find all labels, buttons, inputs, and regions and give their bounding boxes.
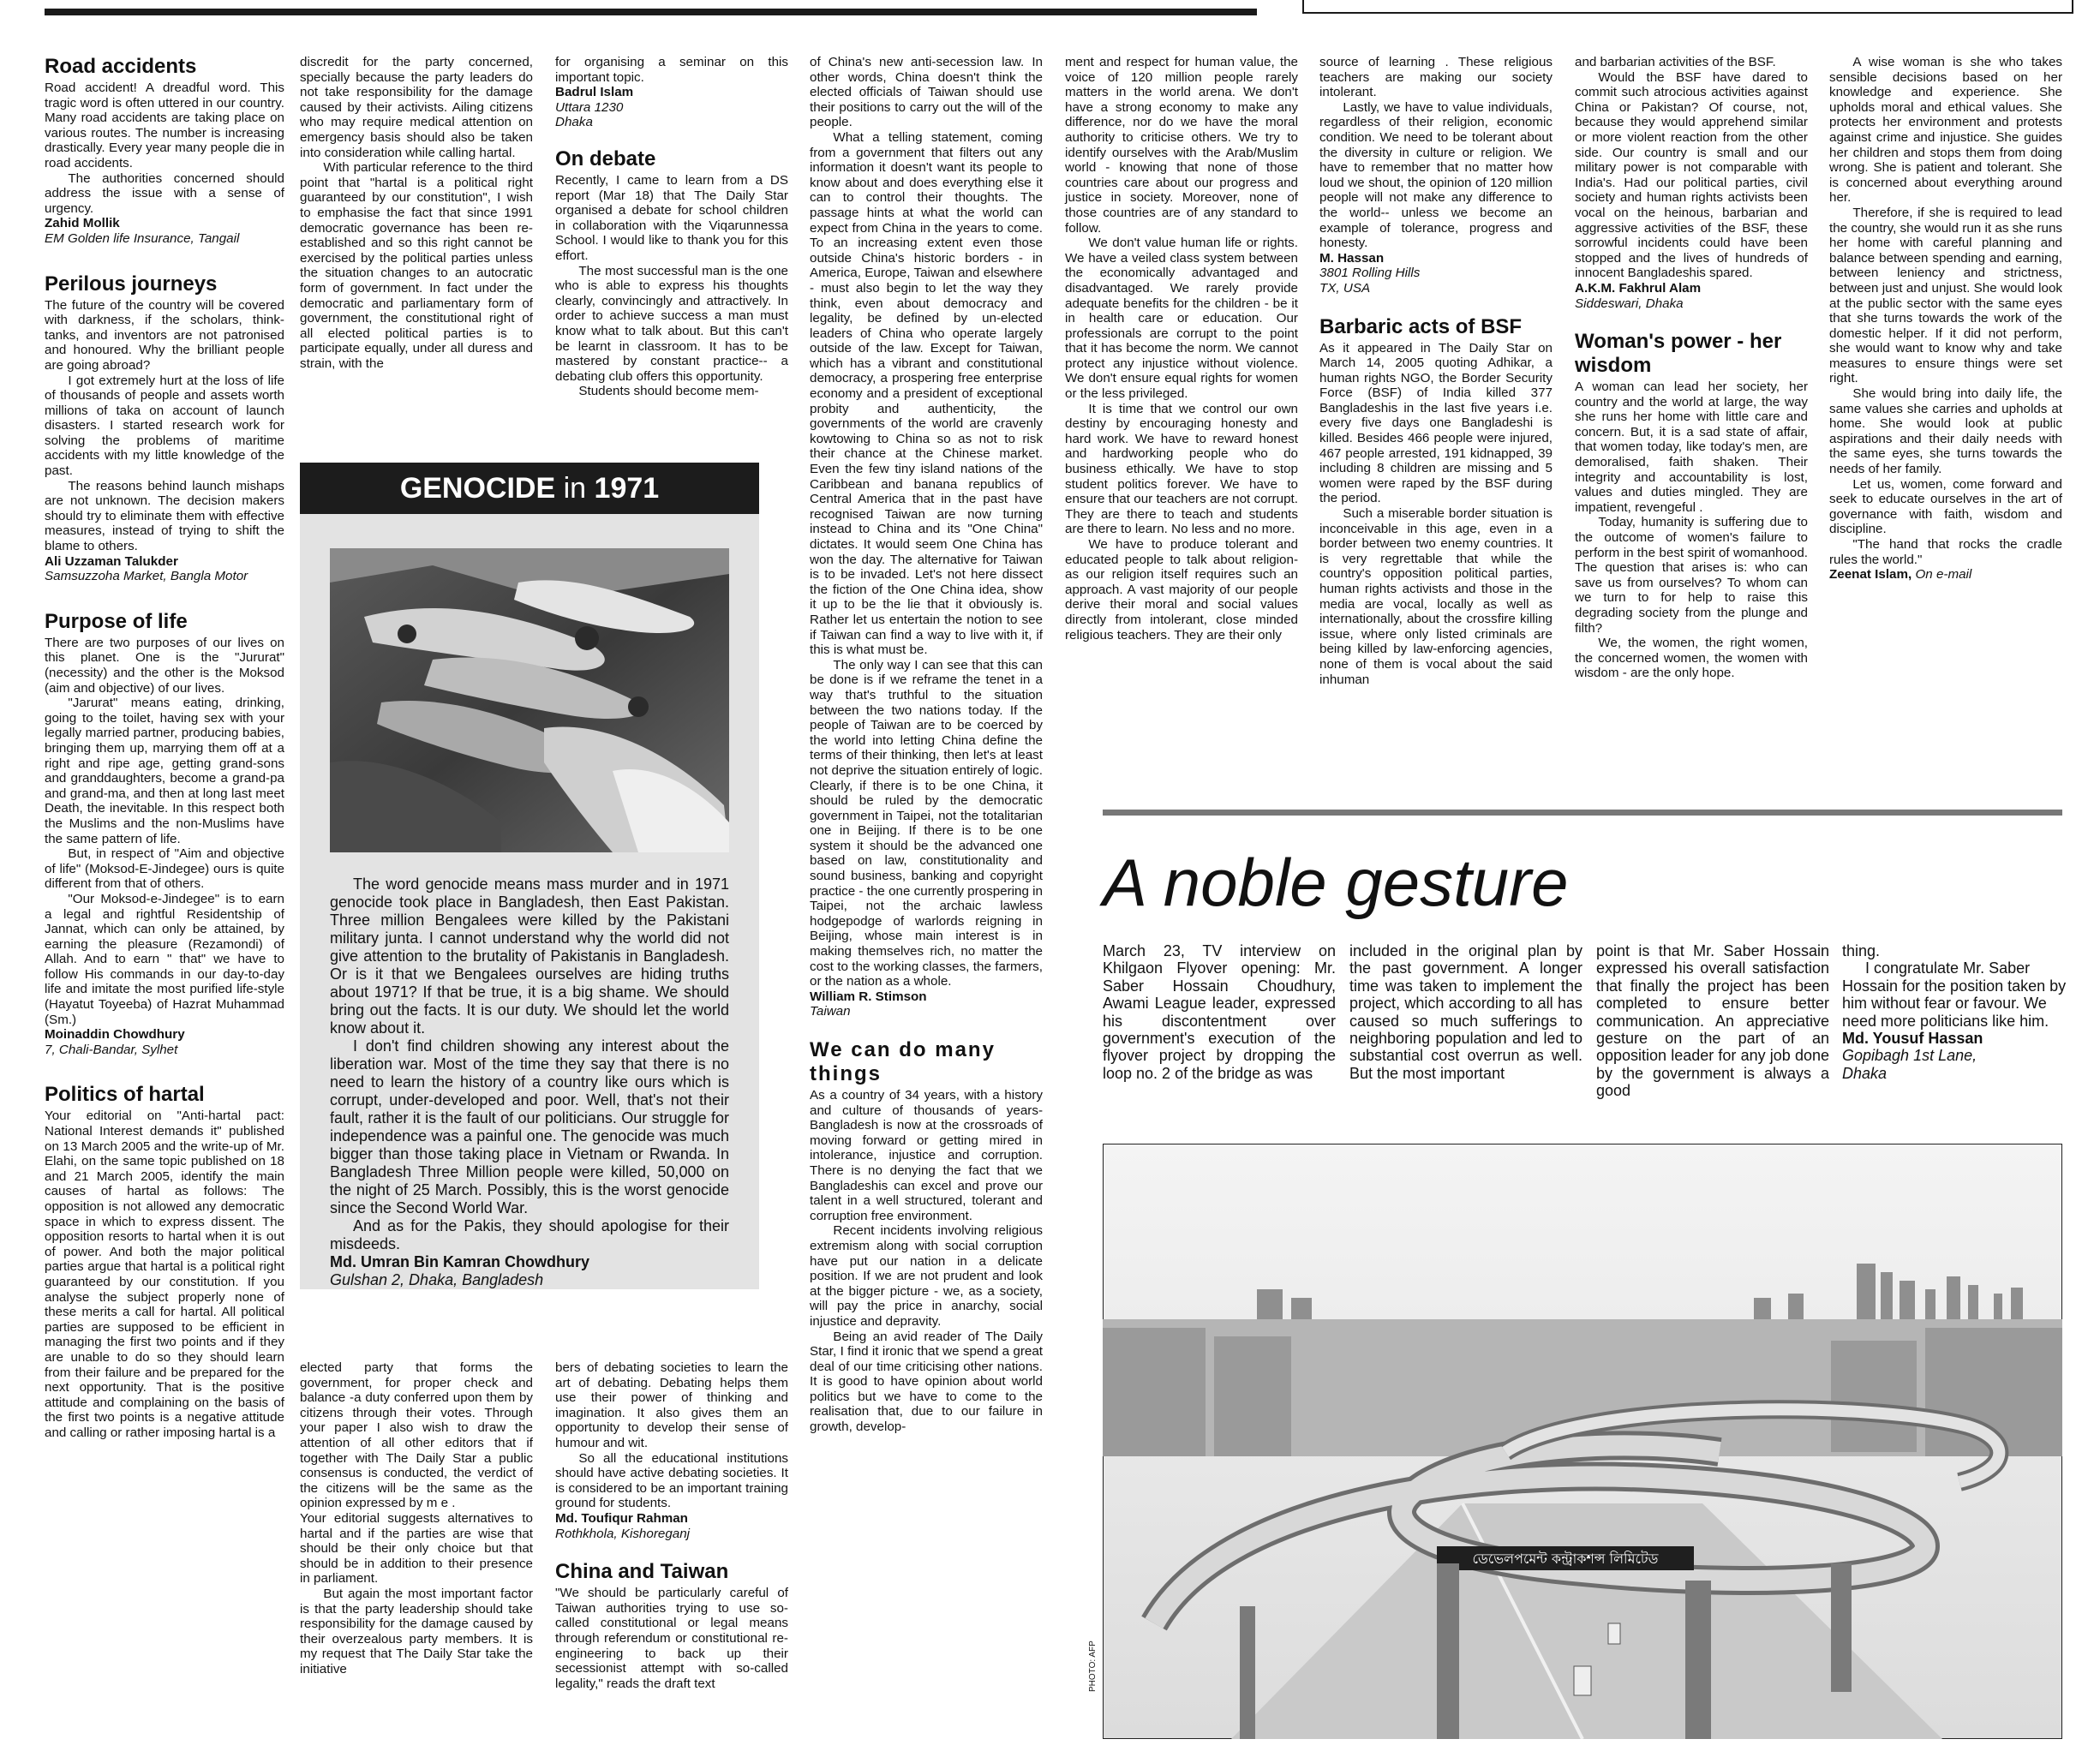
paragraph: I congratulate Mr. Saber Hossain for the position taken by him without fear or favour. We need more politicians like him.	[1842, 959, 2067, 1030]
flyover-photo	[1103, 1144, 2062, 1739]
paragraph: As it appeared in The Daily Star on March 14, 2005 quoting Adhikar, a human rights NGO, the Border Security Force (BSF) of India killed 377 Bangladeshis in the last five years i.e. every five days one Bangladeshi is killed. Besides 466 people were injured, 467 people arrested, 191 kidnapped, 39 including 8 children are missing and 5 women were raped by the BSF during the period.	[1319, 340, 1553, 506]
paragraph: Recent incidents involving religious extremism along with social corruption have put our nation in a delicate position. If we are not prudent and look at the bigger picture - we, as a society, will pay the price in anarchy, social injustice and depravity.	[810, 1223, 1043, 1329]
paragraph: I don't find children showing any interest about the liberation war. Most of the time they say that there is no need to learn the history of a country like ours which is corrupt, under-developed and poor. Well, that's not their fault, rather it is the fault of our politicians. Our struggle for independence was a painful one. The genocide was much bigger than those taking place in Vietnam or Rwanda. In Bangladesh Three Million people were killed, 50,000 on the night of 25 March. Possibly, this is the worst genocide since the Second World War.	[330, 1037, 729, 1216]
photo-credit: PHOTO: AFP	[1088, 1640, 1098, 1692]
paragraph: A wise woman is she who takes sensible decisions based on her knowledge and experience. She upholds moral and ethical values. She protects her environment and protests against crime and injustice. She guides her children and stops them from doing wrong. She is patient and tolerant. She is concerned about everything around her.	[1829, 55, 2062, 206]
paragraph: We have to produce tolerant and educated people to talk about religion- as our religion itself requires such an approach. A vast majority of our people derive their moral and social values directly from intolerant, close minded religious teachers. They are their only	[1065, 537, 1298, 642]
paragraph: Such a miserable border situation is inconceivable in this age, even in a border between two enemy countries. It is very regrettable that while the country's opposition political parties, human rights activists and those in the media are vocal, locally as well as internationally, about the crossfire killing issue, where only listed criminals are being killed by law-enforcing agencies, none of them is vocal about the said inhuman	[1319, 506, 1553, 687]
paragraph: "Our Moksod-e-Jindegee" is to earn a legal and rightful Residentship of Jannat, which can only be attained, by earning the pleasure (Rezamondi) of Allah. And to earn " that" we have to follow His commands in our day-to-day life and imitate the most purified life-style (Hayatut Toyeeba) of Hazrat Muhammad (Sm.)	[45, 891, 284, 1027]
signature: Ali Uzzaman Talukder	[45, 553, 178, 569]
paragraph: Students should become mem-	[578, 384, 759, 399]
genocide-banner	[300, 463, 759, 514]
paragraph: We don't value human life or rights. We have a veiled class system between the economically advantaged and disadvantaged. We rarely provide adequate benefits for the children - be it in health care or education. Our professionals are corrupt to the point that it has become the norm. We cannot protect any injustice without violence. We don't ensure equal rights for women or the less privileged.	[1065, 236, 1298, 402]
column-3-bottom	[555, 1360, 788, 1691]
location: Dhaka	[555, 115, 593, 130]
location: Siddeswari, Dhaka	[1575, 296, 1684, 311]
paragraph: Road accident! A dreadful word. This tragic word is often uttered in our country. Many road accidents are taking place on various routes. The number is increasing drastically. Every year many people die in road accidents.	[45, 81, 284, 170]
paragraph: "Jarurat" means eating, drinking, going to the toilet, having sex with your legally married partner, producing babies, bringing them up, marrying them off at a right and ripe age, getting grand-sons and granddaughters, become a grand-pa and grand-ma, and then at long last meet Death, the inevitable. In this respect both the Muslims and the non-Muslims have the same pattern of life.	[45, 696, 284, 846]
location: EM Golden life Insurance, Tangail	[45, 230, 240, 246]
top-rule	[45, 9, 1257, 15]
location: 7, Chali-Bandar, Sylhet	[45, 1042, 178, 1057]
column-8	[1829, 55, 2062, 583]
flyover-banner-text: ডেভেলপমেন্ট কন্ট্রাকশন্স লিমিটেড	[1472, 1551, 1659, 1567]
paragraph: The future of the country will be covered with darkness, if the scholars, think-tanks, and inventors are not patronised and honoured. Why the brilliant people are going abroad?	[45, 297, 284, 373]
signature: Md. Toufiqur Rahman	[555, 1510, 688, 1526]
paragraph: So all the educational institutions should have active debating societies. It is considered to be an important training ground for students.	[555, 1450, 788, 1511]
heading: Perilous journeys	[45, 272, 218, 296]
signature: Moinaddin Chowdhury	[45, 1027, 185, 1043]
signature: Badrul Islam	[555, 85, 634, 100]
paragraph: She would bring into daily life, the same values she carries and upholds at home. She would look at public aspirations and their daily needs with the same eyes, she turns towards the needs of her family.	[1829, 386, 2062, 477]
heading: Barbaric acts of BSF	[1319, 314, 1523, 338]
heading: China and Taiwan	[555, 1560, 729, 1584]
top-right-box-left	[1302, 0, 1304, 14]
paragraph: March 23, TV interview on Khilgaon Flyover opening: Mr. Saber Hossain Choudhury, Awami League leader, expressed his discontentment over government's execution of the flyover project by dropping the loop no. 2 of the bridge as was	[1103, 942, 1336, 1082]
paragraph: And as for the Pakis, they should apologise for their misdeeds.	[330, 1217, 729, 1252]
paragraph: Therefore, if she is required to lead the country, she would run it as she runs her home with careful planning and balance between spending and earning, between leniency and strictness, between just and unjust. She would look at the public sector with the same eyes that she turns towards the work of the domestic helper. If it did not perform, she would want to know why and take measures to ensure things were set right.	[1829, 205, 2062, 386]
paragraph: The reasons behind launch mishaps are not unknown. The decision makers should try to eliminate them with effective measures, instead of trying to shift the blame to others.	[45, 478, 284, 554]
paragraph: The word genocide means mass murder and in 1971 genocide took place in Bangladesh, then East Pakistan. Three million Bengalees were killed by the Pakistani military junta. I cannot understand why the world did not give attention to the brutality of Pakistanis in Bangladesh. Or is it that we Bengalees ourselves are hiding truths about 1971? If that be true, it is a big shame. We should bring out the facts. It is our duty. We should let the world know about it.	[330, 876, 729, 1037]
column-2-bottom	[300, 1360, 533, 1676]
paragraph: included in the original plan by the past government. A longer time was taken to implement the project, which according to all has caused so much sufferings to neighboring population and led to substantial cost overrun as well. But the most important	[1349, 942, 1582, 1082]
paragraph: elected party that forms the government, for proper check and balance -a duty conferred upon them by citizens through their votes. Through your paper I also wish to draw the attention of all other editors that if together with The Daily Star a public consensus is conducted, the verdict of the citizens will be the same as the opinion expressed by m e .	[300, 1360, 533, 1511]
location: Taiwan	[810, 1004, 851, 1019]
paragraph: bers of debating societies to learn the art of debating. Debating helps them use their power of thinking and imagination. It also gives them an opportunity to develop their sense of humour and wit.	[555, 1360, 788, 1450]
paragraph: Lastly, we have to value individuals, regardless of their religion, economic condition. We need to be tolerant about the diversity in culture or religion. We have to remember that no matter how loud we shout, the opinion of 120 million people will not make any difference to the world-- unless we become an example of tolerance, progress and honesty.	[1319, 99, 1553, 251]
paragraph: Your editorial suggests alternatives to hartal and if the parties are wise that should be their only choice but that should be in addition to their presence in parliament.	[300, 1510, 533, 1587]
signature: Zahid Mollik	[45, 216, 120, 231]
paragraph: thing.	[1842, 942, 1881, 959]
letter-road-accidents	[45, 55, 284, 247]
paragraph: "The hand that rocks the cradle rules the world."	[1829, 537, 2062, 567]
paragraph: A woman can lead her society, her country and the world at large, the way she runs her home with little care and concern. But, it is a sad state of affair, that women today, like today's men, are demoralised, faith shaken. Their integrity and accountability is lost, values and duties mingled. They are impatient, revengeful .	[1575, 379, 1808, 515]
paragraph: source of learning . These religious teachers are making our society intolerant.	[1319, 55, 1553, 100]
paragraph: There are two purposes of our lives on this planet. One is the "Jururat" (necessity) and the other is the Moksod (aim and objective) of our lives.	[45, 635, 284, 696]
paragraph: for organising a seminar on this important topic.	[555, 55, 788, 85]
column-2-top	[300, 55, 533, 371]
paragraph: We, the women, the right women, the concerned women, the women with wisdom - are the only hope.	[1575, 636, 1808, 681]
top-right-box-right	[2072, 0, 2073, 14]
heading: Purpose of life	[45, 609, 188, 633]
heading: Road accidents	[45, 55, 197, 78]
genocide-feature	[300, 463, 759, 1289]
letter-perilous-journeys	[45, 272, 284, 584]
paragraph: I got extremely hurt at the loss of life of thousands of people and assets worth millions of taka on account of launch disasters. I started research work for solving the problems of maritime accidents with my little knowledge of the past.	[45, 373, 284, 479]
paragraph: ment and respect for human value, the voice of 120 million people rarely matters in the world arena. We don't have a strong economy to make any difference, nor do we have the moral authority to criticise others. We try to identify ourselves with the Arab/Muslim world - knowing that none of those countries care about our progress and justice in society. Moreover, none of those countries are of any standard to follow.	[1065, 55, 1298, 236]
noble-gesture-title: A noble gesture	[1103, 845, 1569, 920]
letter-politics-of-hartal	[45, 1083, 284, 1440]
location: 3801 Rolling Hills	[1319, 266, 1421, 281]
paragraph: Let us, women, come forward and seek to educate ourselves in the art of governance with faith, wisdom and discipline.	[1829, 476, 2062, 537]
noble-column-4	[1842, 942, 2075, 1082]
paragraph: of China's new anti-secession law. In other words, China doesn't think the elected officials of Taiwan should use their positions to carry out the will of the people.	[810, 55, 1043, 130]
paragraph: The most successful man is the one who is able to express his thoughts clearly, convincingly and attractively. In order to achieve success a man must know what to talk about. But this can't be learnt in classroom. It has to be mastered by constant practice-- a debating club offers this opportunity.	[555, 263, 788, 384]
column-7	[1575, 55, 1808, 681]
paragraph: Recently, I came to learn from a DS report (Mar 18) that The Daily Star organised a debate for school children in collaboration with the Viqarunnessa School. I would like to thank you for this effort.	[555, 172, 788, 263]
location: TX, USA	[1319, 280, 1371, 296]
location: Gulshan 2, Dhaka, Bangladesh	[330, 1271, 544, 1288]
location: Samsuzzoha Market, Bangla Motor	[45, 569, 248, 584]
signature-location: On e-mail	[1915, 567, 1972, 583]
paragraph: point is that Mr. Saber Hossain expressed his overall satisfaction that finally the project has been completed to ensure better communication. An appreciative gesture on the part of an opposition leader for any job done by the government is always a good	[1596, 942, 1829, 1100]
paragraph: "We should be particularly careful of Taiwan authorities trying to use so-called constitutional or legal means through referendum or constitutional re-engineering to back up their secessionist attempt with so-called legality," reads the draft text	[555, 1586, 788, 1691]
paragraph: Today, humanity is suffering due to the outcome of women's failure to perform in the best spirit of womanhood. The question that arises is: who can save us from ourselves? To whom can we turn to for help to raise this degrading society from the plunge and filth?	[1575, 515, 1808, 636]
noble-section-rule	[1103, 810, 2062, 816]
noble-column-1	[1103, 942, 1336, 1082]
paragraph: It is time that we control our own destiny by encouraging honesty and hard work. We have to reward honest and hardworking people who do business ethically. We have to stop student politics forever. We have to ensure that our teachers are not corrupt. They are there to teach and students are there to learn. No less and no more.	[1065, 401, 1298, 537]
column-4	[810, 55, 1043, 1435]
column-5	[1065, 55, 1298, 642]
paragraph: and barbarian activities of the BSF.	[1575, 55, 1776, 69]
paragraph: discredit for the party concerned, specially because the party leaders do not take responsibility for the damage caused by their activists. Ailing citizens who may require medical attention on emergency basis should also be taken into consideration while calling hartal.	[300, 55, 533, 160]
signature: A.K.M. Fakhrul Alam	[1575, 280, 1702, 296]
column-3-top	[555, 55, 788, 399]
signature: William R. Stimson	[810, 989, 927, 1004]
paragraph: Your editorial on "Anti-hartal pact: National Interest demands it" published on 13 March 2005 and the write-up of Mr. Elahi, on the same topic published on 18 and 21 March 2005, identify the main causes of hartal as follows: The opposition is not allowed any democratic space in which to express dissent. The opposition resorts to hartal when it is out of power. And both the major political parties argue that hartal is a political right guaranteed by our constitution. If you analyse the subject properly none of these merits a call for hartal. All political parties are supposed to be efficient in managing the first two points and if they are unable to do so they should learn from their failure and be prepared for the next opportunity. That is the positive attitude and complaining on the basis of the first two points is a negative attitude and calling or rather imposing hartal is a	[45, 1109, 284, 1440]
paragraph: The authorities concerned should address the issue with a sense of urgency.	[45, 170, 284, 216]
signature	[1829, 567, 2062, 583]
genocide-photo	[330, 548, 729, 852]
paragraph: With particular reference to the third point that "hartal is a political right guaranteed by our constitution", I wish to emphasise the fact that since 1991 democratic governance has been re-established and so this right cannot be exercised by the political parties unless the situation changes to an autocratic form of government. In fact under the democratic and parliamentary form of government, the constitutional right of all elected political parties is to participate equally, under all duress and strain, with the	[300, 160, 533, 371]
letter-purpose-of-life	[45, 610, 284, 1058]
signature: Md. Yousuf Hassan	[1842, 1030, 1983, 1048]
heading: Woman's power - her wisdom	[1575, 330, 1782, 378]
banner-year: 1971	[594, 472, 660, 505]
heading: On debate	[555, 146, 656, 170]
top-right-box-bottom	[1302, 12, 2073, 14]
heading: Politics of hartal	[45, 1083, 205, 1107]
location: Gopibagh 1st Lane,	[1842, 1047, 1977, 1065]
column-6	[1319, 55, 1553, 687]
location: Rothkhola, Kishoreganj	[555, 1526, 691, 1541]
heading: We can do many things	[810, 1038, 996, 1085]
location: Dhaka	[1842, 1064, 1888, 1082]
genocide-letter	[330, 876, 729, 1289]
paragraph: But again the most important factor is that the party leadership should take responsibility for the damage caused by their overzealous party members. It is my request that The Daily Star take the initiative	[300, 1586, 533, 1676]
paragraph: The only way I can see that this can be done is if we reframe the tenet in a way that's truthful to the situation between the two nations today. If the people of Taiwan are to be coerced by the world into letting China define the terms of their thinking, then let's at least not deprive the situation entirely of logic. Clearly, if there is to be one China, it should be ruled by the democratic government in Taipei, not the totalitarian one in Beijing. If there is to be one system it should be the advanced one based on law, constitutionality and sound business, banking and copyright practice - the one currently prospering in Taipei, not the archaic lawless hodgepodge of warlords reigning in Beijing, whose main interest is in making themselves rich, no matter the cost to the working classes, the farmers, or the nation as a whole.	[810, 657, 1043, 989]
column-1	[45, 55, 284, 1441]
paragraph: But, in respect of "Aim and objective of life" (Moksod-E-Jindegee) ours is quite different from that of others.	[45, 846, 284, 892]
paragraph: What a telling statement, coming from a government that filters out any information it doesn't want its people to know about and does everything else it can to control their thoughts. The passage hints at what the world can expect from China in the years to come. To an increasing extent even those outside China's historic borders - in America, Europe, Taiwan and elsewhere - must also begin to let the way they think, even about democracy and legality, be defined by un-elected leaders of China who operate largely outside of the law. Except for Taiwan, which has a vibrant and constitutional democracy, a prospering free enterprise economy and a president of exceptional probity and authenticity, the governments of the world are cravenly kowtowing to China so as not to risk their chance at the Chinese market. Even the few tiny island nations of the Caribbean and banana republics of Central America that in the past have recognised Taiwan are now turning instead to China and its "One China" dictates. It would seem One China has won the day. The alternative for Taiwan is to be invaded. Let's not here dissect the fiction of the One China idea, show it up to be the lie that it obviously is. Rather let us entertain the notion to see if Taiwan can find a way to live with it, if this is what must be.	[810, 129, 1043, 658]
paragraph: Would the BSF have dared to commit such atrocious activities against China or Pakistan? Of course, not, because they would apprehend similar or more violent reaction from the other side. Our country is small and our military power is not comparable with India's. Had our political parties, civil society and human rights activists been vocal on the heinous, barbarian and aggressive activities of the BSF, these sorrowful incidents could have been stopped and the lives of hundreds of innocent Bangladeshis spared.	[1575, 69, 1808, 281]
noble-column-3	[1596, 942, 1829, 1100]
signature: Md. Umran Bin Kamran Chowdhury	[330, 1253, 590, 1270]
signature: M. Hassan	[1319, 250, 1385, 266]
noble-column-2	[1349, 942, 1582, 1082]
paragraph: As a country of 34 years, with a history and culture of thousands of years- Bangladesh is now at the crossroads of moving forward or getting mired in intolerance, injustice and corruption. There is no denying the fact that we Bangladeshis can excel and prove our talent in a well structured, tolerant and corruption free environment.	[810, 1088, 1043, 1223]
location: Uttara 1230	[555, 99, 624, 115]
paragraph: Being an avid reader of The Daily Star, I find it ironic that we spend a great deal of our time criticising other nations. It is good to have opinion about world politics but we have to come to the realisation that, due to our failure in growth, develop-	[810, 1329, 1043, 1435]
banner-in: in	[563, 472, 587, 505]
banner-title: GENOCIDE	[399, 472, 556, 505]
signature-name: Zeenat Islam,	[1829, 567, 1912, 583]
